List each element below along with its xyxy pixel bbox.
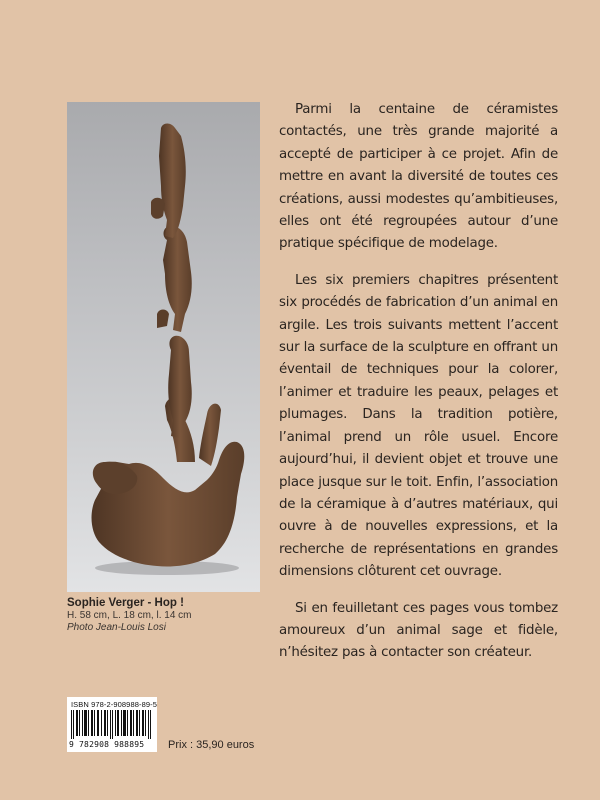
paragraph: Parmi la centaine de céramistes contactés, une très grande majorité a accepté de participer à ce projet. Afin de mettre en avant la diversité de toutes ces créations, aussi modestes qu’ambitieuses, elles ont été regroupées autour d’une pratique spécifique de modelage. — [279, 102, 558, 252]
barcode — [67, 697, 157, 752]
caption-dimensions: H. 58 cm, L. 18 cm, l. 14 cm — [67, 610, 192, 621]
barcode-bars-icon — [71, 710, 153, 739]
cover-photo — [67, 102, 260, 592]
caption-credit: Photo Jean-Louis Losi — [67, 622, 166, 633]
price-label: Prix : 35,90 euros — [168, 739, 255, 751]
isbn-label: ISBN 978-2-908988-89-5 — [71, 700, 158, 709]
body-text — [279, 99, 558, 679]
paragraph: Si en feuilletant ces pages vous tombez amoureux d’un animal sage et fidèle, n’hésitez pas à contacter son créateur. — [279, 600, 558, 661]
photo-caption — [67, 596, 267, 634]
isbn-digits: 9 782908 988895 — [69, 740, 145, 749]
bear-sculpture-image — [67, 102, 260, 592]
caption-title: Sophie Verger - Hop ! — [67, 597, 184, 609]
paragraph: Les six premiers chapitres présentent six procédés de fabrication d’un animal en argile. Les trois suivants mettent l’accent sur la surface de la sculpture en offrant un éventail de techniques pour la colorer, l’animer et traduire les peaux, pelages et plumages. Dans la tradition potière, l’animal prend un rôle usuel. Encore aujourd’hui, il devient objet et trouve une place jusque sur le toit. Enfin, l’association de la céramique à d’autres matériaux, qui ouvre à de nouvelles expressions, et la recherche de représentations en grandes dimensions clôturent cet ouvrage. — [279, 272, 558, 580]
